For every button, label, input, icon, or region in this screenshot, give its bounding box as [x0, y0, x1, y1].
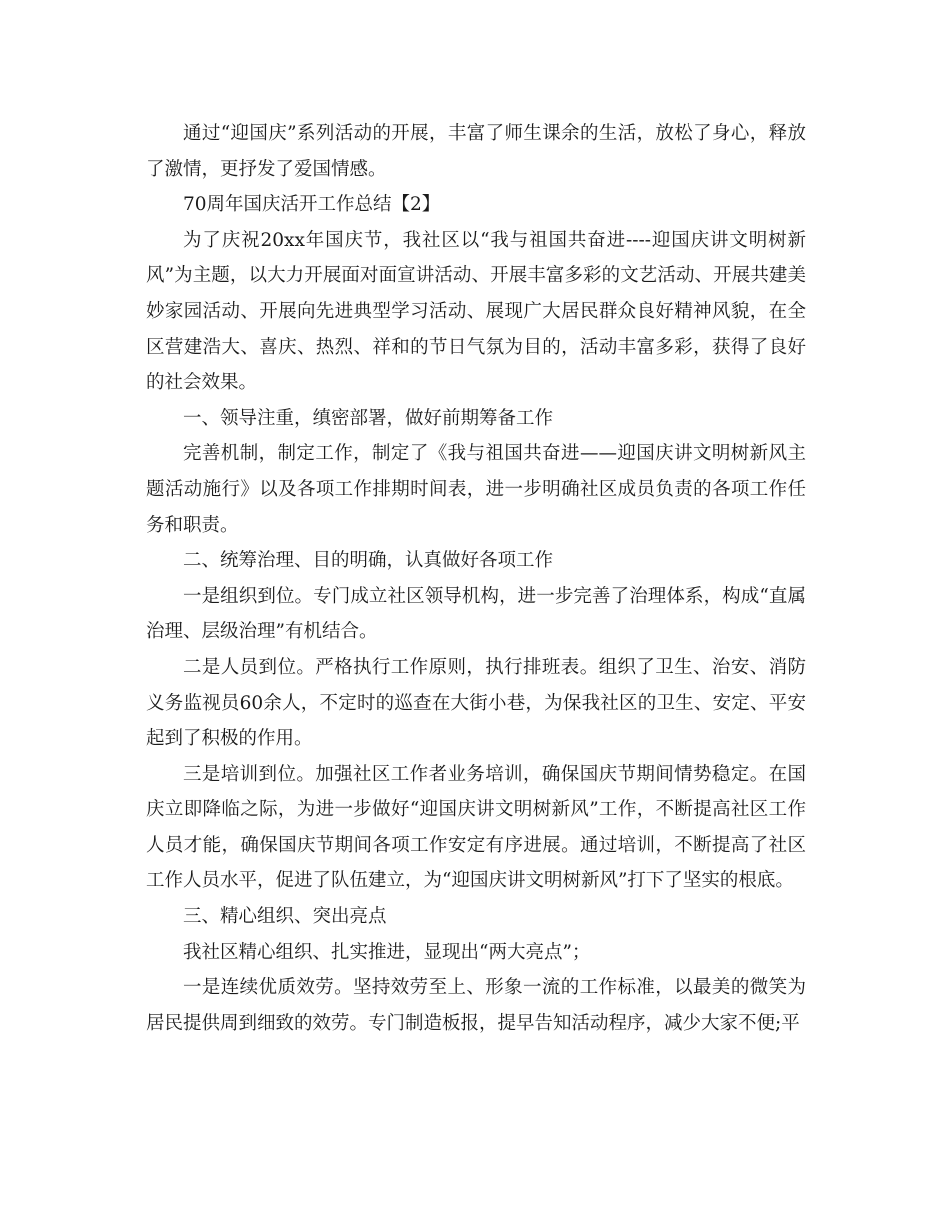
paragraph-organization: 一是组织到位。专门成立社区领导机构，进一步完善了治理体系，构成“直属治理、层级治理”有机结合。: [146, 585, 806, 643]
paragraph-personnel: 二是人员到位。严格执行工作原则，执行排班表。组织了卫生、治安、消防义务监视员60余人，不定时的巡查在大街小巷，为保我社区的卫生、安定、平安起到了积极的作用。: [146, 656, 806, 750]
section-title: 70周年国庆活开工作总结【2】: [183, 194, 441, 216]
heading-two: 二、统筹治理、目的明确，认真做好各项工作: [183, 550, 554, 572]
paragraph-intro-summary: 通过“迎国庆”系列活动的开展，丰富了师生课余的生活，放松了身心，释放了激情，更抒发了爱国情感。: [146, 123, 806, 180]
paragraph-service: 一是连续优质效劳。坚持效劳至上、形象一流的工作标准，以最美的微笑为居民提供周到细致的效劳。专门制造板报，提早告知活动程序，减少大家不便;平: [146, 977, 806, 1034]
heading-three: 三、精心组织、突出亮点: [183, 906, 387, 928]
document-body: [146, 116, 806, 1041]
paragraph-overview: 为了庆祝20xx年国庆节，我社区以“我与祖国共奋进----迎国庆讲文明树新风”为主题，以大力开展面对面宣讲活动、开展丰富多彩的文艺活动、开展共建美妙家园活动、开展向先进典型学习活动、展现广大居民群众良好精神风貌，在全区营建浩大、喜庆、热烈、祥和的节日气氛为目的，活动丰富多彩，获得了良好的社会效果。: [146, 229, 806, 394]
paragraph-training: 三是培训到位。加强社区工作者业务培训，确保国庆节期间情势稳定。在国庆立即降临之际，为进一步做好“迎国庆讲文明树新风”工作，不断提高社区工作人员才能，确保国庆节期间各项工作安定有序进展。通过培训，不断提高了社区工作人员水平，促进了队伍建立，为“迎国庆讲文明树新风”打下了坚实的根底。: [146, 763, 806, 892]
heading-one: 一、领导注重，缜密部署，做好前期筹备工作: [183, 407, 554, 429]
paragraph-highlights: 我社区精心组织、扎实推进，显现出“两大亮点”；: [183, 941, 591, 963]
paragraph-mechanism: 完善机制，制定工作，制定了《我与祖国共奋进——迎国庆讲文明树新风主题活动施行》以及各项工作排期时间表，进一步明确社区成员负责的各项工作任务和职责。: [146, 443, 806, 536]
